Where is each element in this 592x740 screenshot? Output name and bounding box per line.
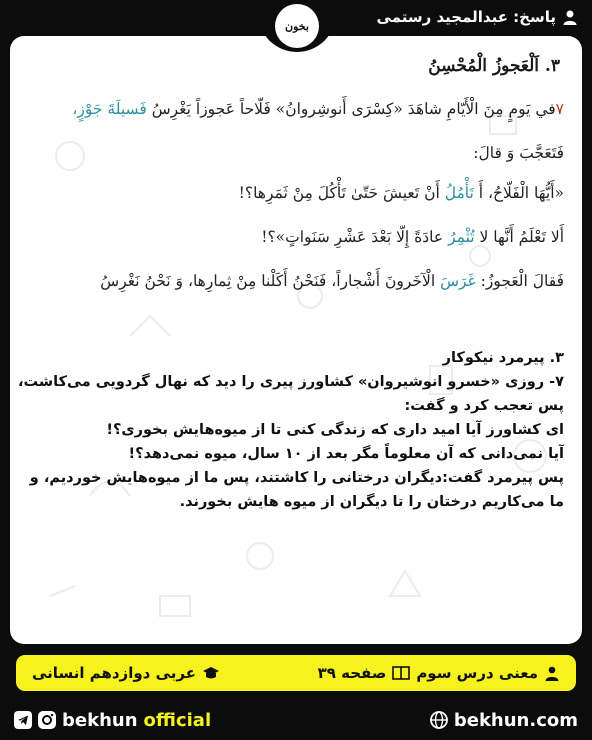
handle-yellow: official <box>143 709 212 731</box>
persian-line: ما می‌کاریم درختان را تا دیگران از میوه هایش بخورند. <box>179 494 564 510</box>
website-text: bekhun.com <box>453 709 578 731</box>
social-handle[interactable] <box>14 710 211 731</box>
logo-icon <box>275 4 319 48</box>
globe-icon <box>430 711 448 729</box>
highlighted-word: فَسيلَةَ جَوْزٍ، <box>72 100 147 118</box>
lesson-info <box>318 664 560 682</box>
arabic-line-3 <box>28 184 564 202</box>
teacher-icon <box>544 665 560 681</box>
persian-line: ای کشاورز آیا امید داری که زندگی کنی تا از میوه‌هایش بخوری؟! <box>106 422 564 438</box>
answer-label <box>377 8 578 26</box>
arabic-title: ٣. اَلْعَجوزُ الْمُحْسِنُ <box>428 56 560 76</box>
telegram-icon[interactable] <box>14 711 32 729</box>
line-number: ٧ <box>555 100 564 118</box>
persian-translation <box>18 346 564 514</box>
book-icon <box>392 665 410 681</box>
arabic-text: أَنْ تَعيشَ حَتّىٰ تَأْكُلَ مِنْ ثَمَرِها؟! <box>238 184 445 202</box>
arabic-text: عادَةً إِلّا بَعْدَ عَشْرِ سَنَواتٍ»؟! <box>261 228 449 246</box>
instagram-icon[interactable] <box>38 711 56 729</box>
persian-line: ٧- روزی «خسرو انوشیروان» کشاورز پیری را دید که نهال گردویی می‌کاشت، <box>18 374 564 390</box>
highlighted-word: غَرَسَ <box>440 272 476 290</box>
arabic-text: في يَومٍ مِنَ الْأَيّامِ شاهَدَ «كِسْرَى أَنوشِروانُ» فَلّاحاً عَجوزاً يَغْرِسُ <box>146 100 556 118</box>
user-icon <box>562 9 578 25</box>
page-label: صفحه ۳۹ <box>317 664 387 682</box>
lesson-label: معنی درس سوم <box>416 664 538 682</box>
answer-text: پاسخ: عبدالمجید رستمی <box>376 8 556 26</box>
footer-bar <box>16 655 576 691</box>
bottom-bar <box>0 700 592 740</box>
logo-text: بخون <box>285 19 309 33</box>
website-link[interactable] <box>430 710 578 731</box>
arabic-line-1 <box>28 100 564 118</box>
persian-line: پس تعجب کرد و گفت: <box>404 398 564 414</box>
arabic-text: فَقالَ الْعَجوزُ: <box>475 272 564 290</box>
highlighted-word: تُثْمِرُ <box>448 228 475 246</box>
arabic-line-5 <box>28 272 564 290</box>
course-label: عربی دوازدهم انسانی <box>32 664 196 682</box>
arabic-line-2: فَتَعَجَّبَ وَ قالَ: <box>473 144 564 162</box>
persian-line: ٣. پیرمرد نیکوکار <box>442 350 564 366</box>
arabic-text: الْآخَرونَ أَشْجاراً، فَنَحْنُ أَكَلْنا مِنْ ثِمارِها، وَ نَحْنُ نَغْرِسُ <box>100 272 441 290</box>
graduation-cap-icon <box>202 665 220 681</box>
persian-line: پس پیرمرد گفت:دیگران درختانی را کاشتند، پس ما از میوه‌هایش خوردیم، و <box>29 470 564 486</box>
content-card <box>10 36 582 644</box>
arabic-text: أَلا تَعْلَمُ أَنَّها لا <box>474 228 564 246</box>
highlighted-word: تَأْمُلُ <box>444 184 474 202</box>
course-info <box>32 664 220 682</box>
handle-white: bekhun <box>62 709 138 731</box>
persian-line: آیا نمی‌دانی که آن معلوماً مگر بعد از ۱۰ سال، میوه نمی‌دهد؟! <box>128 446 564 462</box>
arabic-line-4 <box>28 228 564 246</box>
arabic-text: «أَيُّهَا الْفَلّاحُ، أَ <box>473 184 564 202</box>
